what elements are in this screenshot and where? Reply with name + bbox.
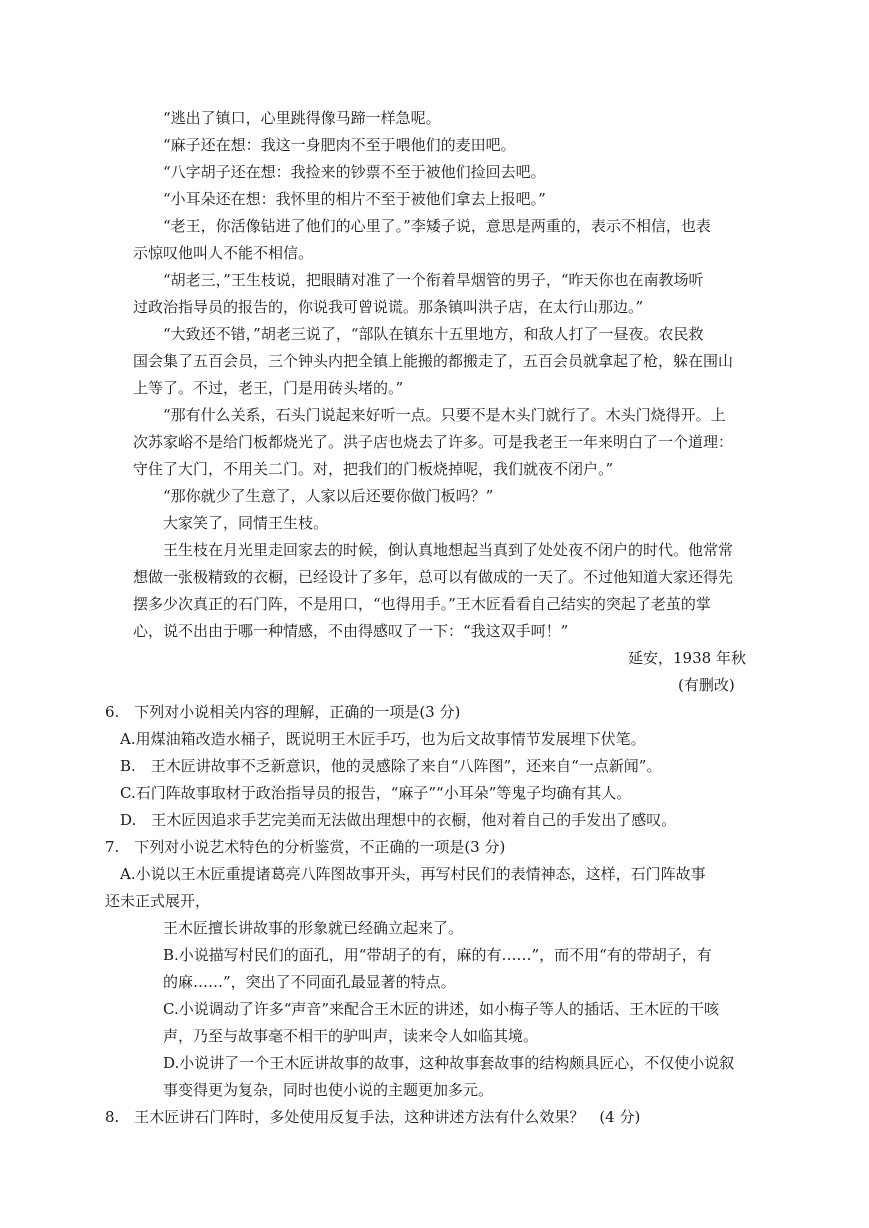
option-7c: C.小说调动了许多“声音”来配合王木匠的讲述，如小梅子等人的插话、王木匠的干咳 [163,1000,720,1018]
question-7: 7. 下列对小说艺术特色的分析鉴赏，不正确的一项是(3 分) [105,838,506,856]
question-8: 8. 王木匠讲石门阵时，多处使用反复手法，这种讲述方法有什么效果？ (4 分) [105,1108,641,1126]
question-6: 6. 下列对小说相关内容的理解，正确的一项是(3 分) [105,703,461,721]
option-7d: D.小说讲了一个王木匠讲故事的故事，这种故事套故事的结构颇具匠心，不仅使小说叙 [163,1054,735,1072]
option-7a: A.小说以王木匠重提诸葛亮八阵图故事开头，再写村民们的表情神态，这样，石门阵故事 [120,865,706,883]
text-line: 过政治指导员的报告的，你说我可曾说谎。那条镇叫洪子店，在太行山那边。” [133,298,644,316]
text-line: “那有什么关系，石头门说起来好听一点。只要不是木头门就行了。木头门烧得开。上 [163,406,726,424]
option-7c-cont: 声，乃至与故事毫不相干的驴叫声，读来令人如临其境。 [163,1027,539,1045]
text-line: “胡老三，”王生枝说，把眼睛对准了一个衔着旱烟管的男子，“昨天你也在南教场听 [163,271,704,289]
text-line: 摆多少次真正的石门阵，不是用口，“也得用手。”王木匠看看自己结实的突起了老茧的掌 [133,595,711,613]
text-line: “八字胡子还在想：我捡来的钞票不至于被他们捡回去吧。 [163,163,546,181]
text-line: “小耳朵还在想：我怀里的相片不至于被他们拿去上报吧。” [163,190,546,208]
text-line: “那你就少了生意了，人家以后还要你做门板吗？” [163,487,494,505]
text-line: 上等了。不过，老王，门是用砖头堵的。” [133,379,404,397]
option-7b: B.小说描写村民们的面孔，用“带胡子的有，麻的有……”，而不用“有的带胡子，有 [163,946,712,964]
option-7b-cont: 的麻……”，突出了不同面孔最显著的特点。 [163,973,456,991]
text-line: 想做一张极精致的衣橱，已经设计了多年，总可以有做成的一天了。不过他知道大家还得先 [133,568,734,586]
text-line: “逃出了镇口，心里跳得像马蹄一样急呢。 [163,109,441,127]
dateline: 延安，1938 年秋 [628,649,746,667]
text-line: 次苏家峪不是给门板都烧光了。洪子店也烧去了许多。可是我老王一年来明白了一个道理： [133,433,734,451]
text-line: 国会集了五百会员，三个钟头内把全镇上能搬的都搬走了，五百会员就拿起了枪，躲在围山 [133,352,734,370]
option-6a: A.用煤油箱改造水桶子，既说明王木匠手巧，也为后文故事情节发展埋下伏笔。 [120,730,646,748]
option-6c: C.石门阵故事取材于政治指导员的报告，“麻子”“小耳朵”等鬼子均确有其人。 [120,784,632,802]
option-6b: B. 王木匠讲故事不乏新意识，他的灵感除了来自“八阵图”，还来自“一点新闻”。 [120,757,662,775]
text-line: 心，说不出由于哪一种情感，不由得感叹了一下：“我这双手呵！” [133,622,569,640]
text-line: 大家笑了，同情王生枝。 [163,514,329,532]
option-6d: D. 王木匠因追求手艺完美而无法做出理想中的衣橱，他对着自己的手发出了感叹。 [120,811,677,829]
text-line: “老王，你活像钻进了他们的心里了。”李矮子说，意思是两重的，表示不相信，也表 [163,217,711,235]
text-line: “大致还不错，”胡老三说了，“部队在镇东十五里地方，和敌人打了一昼夜。农民救 [163,325,704,343]
text-line: 王生枝在月光里走回家去的时候，倒认真地想起当真到了处处夜不闭户的时代。他常常 [163,541,734,559]
source-note: (有删改) [678,676,735,694]
text-line: 守住了大门，不用关二门。对，把我们的门板烧掉呢，我们就夜不闭户。” [133,460,614,478]
text-line: “麻子还在想：我这一身肥肉不至于喂他们的麦田吧。 [163,136,516,154]
option-7a-cont: 王木匠擅长讲故事的形象就已经确立起来了。 [163,919,464,937]
option-7a-cont: 还未正式展开， [105,892,211,910]
text-line: 示惊叹他叫人不能不相信。 [133,244,314,262]
option-7d-cont: 事变得更为复杂，同时也使小说的主题更加多元。 [163,1081,494,1099]
